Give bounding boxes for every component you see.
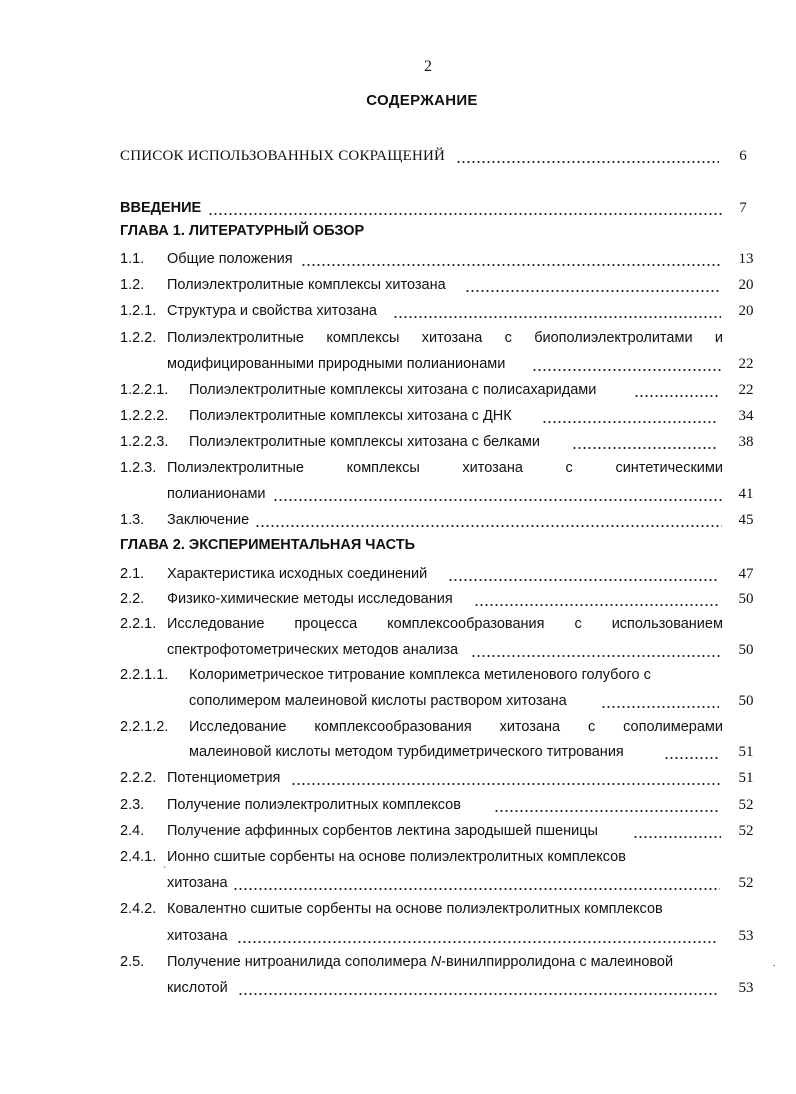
toc-entry-2-3[interactable] [0,794,796,816]
toc-entry-text: СПИСОК ИСПОЛЬЗОВАННЫХ СОКРАЩЕНИЙ [120,148,446,164]
toc-page-number: 52 [738,875,754,891]
toc-entry-1-2-2-2[interactable] [0,405,796,427]
toc-entry-number: 2.2.1. [120,616,157,632]
toc-entry-text: хитозана [167,875,228,891]
toc-entry-number: 2.2.1.1. [120,667,169,683]
toc-entry-1-3[interactable] [0,509,796,531]
toc-entry-number: 2.2.2. [120,770,157,786]
toc-entry-text: ВВЕДЕНИЕ [120,200,202,216]
toc-entry-number: 2.2.1.2. [120,719,169,735]
toc-entry-text: Полиэлектролитные комплексы хитозана с белками [189,434,540,450]
toc-entry-number: 1.2.2.1. [120,382,169,398]
toc-entry-1-2-2[interactable] [0,327,796,349]
toc-entry-2-2-1-2[interactable] [0,716,796,738]
toc-entry-number: 1.2.3. [120,460,157,476]
scan-mark: . [773,958,776,969]
scan-mark: ` [163,866,167,877]
toc-word: Исследование [167,616,265,632]
toc-entry-text [167,613,723,635]
toc-page-number: 50 [738,591,754,607]
toc-word: комплексы [346,460,420,476]
dot-leader [233,872,720,894]
toc-entry-number: 1.3. [120,512,145,528]
dot-leader [238,977,718,999]
toc-entry-2-5[interactable] [0,951,796,973]
dot-leader [448,563,718,585]
toc-entry-text: Характеристика исходных соединений [167,566,428,582]
toc-entry-text [167,951,673,973]
toc-entry-number: 2.3. [120,797,145,813]
toc-word: сополимерами [623,719,723,735]
toc-entry-number: 1.2.2.2. [120,408,169,424]
toc-entry-2-4-2[interactable] [0,898,796,920]
dot-leader [572,431,718,453]
toc-entry-text: Потенциометрия [167,770,281,786]
toc-entry-text [189,716,723,738]
dot-leader [664,741,720,763]
toc-text-italic: N [430,954,442,970]
dot-leader [237,925,718,947]
toc-word: хитозана [462,460,523,476]
toc-word: биополиэлектролитами [534,330,693,346]
toc-entry-2-2-2[interactable] [0,767,796,789]
toc-word: Полиэлектролитные [167,460,304,476]
dot-leader [255,509,722,531]
toc-entry-text: Получение полиэлектролитных комплексов [167,797,461,813]
toc-page-number: 51 [738,770,754,786]
toc-entry-introduction[interactable] [0,197,796,219]
toc-page-number: 53 [738,928,754,944]
toc-entry-text: Структура и свойства хитозана [167,303,377,319]
toc-word: комплексообразования [387,616,545,632]
toc-entry-text: Получение аффинных сорбентов лектина зародышей пшеницы [167,823,598,839]
toc-word: Полиэлектролитные [167,330,304,346]
toc-entry-text: малеиновой кислоты методом турбидиметрического титрования [189,744,624,760]
toc-page-number: 38 [738,434,754,450]
toc-word: с [565,460,573,476]
toc-page-number: 6 [739,148,747,164]
toc-word: процесса [294,616,358,632]
toc-page-number: 20 [738,303,754,319]
dot-leader [471,639,721,661]
toc-entry-number: 2.5. [120,954,145,970]
toc-entry-2-4-1-continued[interactable] [0,872,796,894]
toc-text-part: -винилпирролидона с малеиновой [441,954,674,970]
toc-entry-text: сополимером малеиновой кислоты раствором хитозана [189,693,567,709]
toc-word: с [587,719,596,735]
toc-entry-text: Полиэлектролитные комплексы хитозана [167,277,446,293]
toc-page-number: 45 [738,512,754,528]
toc-entry-2-2-1[interactable] [0,613,796,635]
toc-entry-1-2-1[interactable] [0,300,796,322]
page-title: СОДЕРЖАНИЕ [366,92,478,109]
toc-entry-text: Полиэлектролитные комплексы хитозана с полисахаридами [189,382,597,398]
toc-page-number: 53 [738,980,754,996]
toc-entry-number: 1.2.1. [120,303,157,319]
toc-entry-text: кислотой [167,980,228,996]
toc-entry-2-2-1-1-continued[interactable] [0,690,796,712]
toc-entry-1-2-3[interactable] [0,457,796,479]
toc-entry-2-4-1[interactable] [0,846,796,868]
dot-leader [532,353,722,375]
dot-leader [542,405,718,427]
toc-page-number: 7 [739,200,747,216]
toc-entry-1-1[interactable] [0,248,796,270]
toc-page-number: 51 [738,744,754,760]
dot-leader [633,820,721,842]
toc-entry-text: Заключение [167,512,250,528]
toc-page-number: 13 [738,251,754,267]
toc-word: хитозана [499,719,561,735]
toc-entry-number: 2.1. [120,566,145,582]
toc-entry-number: 2.2. [120,591,145,607]
toc-entry-text: Физико-химические методы исследования [167,591,453,607]
dot-leader [494,794,720,816]
toc-word: использованием [611,616,723,632]
chapter-2-heading[interactable]: ГЛАВА 2. ЭКСПЕРИМЕНТАЛЬНАЯ ЧАСТЬ [120,537,415,553]
dot-leader [393,300,721,322]
toc-entry-number: 2.4.1. [120,849,157,865]
toc-entry-number: 2.4. [120,823,145,839]
toc-entry-number: 1.2. [120,277,145,293]
dot-leader [601,690,719,712]
toc-entry-text [167,457,723,479]
toc-entry-text [167,327,723,349]
dot-leader [474,588,718,610]
toc-text-part: Получение нитроанилида сополимера [167,954,431,970]
toc-entry-number: 1.2.2.3. [120,434,169,450]
toc-entry-number: 2.4.2. [120,901,157,917]
dot-leader [634,379,720,401]
toc-entry-2-4[interactable] [0,820,796,842]
toc-entry-2-5-continued[interactable] [0,977,796,999]
toc-page-number: 41 [738,486,754,502]
dot-leader [456,145,719,167]
toc-entry-1-2-2-1[interactable] [0,379,796,401]
dot-leader [465,274,721,296]
toc-entry-text: полианионами [167,486,266,502]
toc-word: Исследование [189,719,287,735]
toc-page-number: 22 [738,356,754,372]
toc-page-number: 47 [738,566,754,582]
toc-word: комплексы [326,330,400,346]
toc-entry-text: спектрофотометрических методов анализа [167,642,459,658]
dot-leader [208,197,722,219]
toc-entry-number: 1.2.2. [120,330,157,346]
toc-word: синтетическими [615,460,723,476]
toc-entry-text: Общие положения [167,251,293,267]
toc-word: хитозана [421,330,483,346]
toc-entry-2-1[interactable] [0,563,796,585]
chapter-1-heading[interactable]: ГЛАВА 1. ЛИТЕРАТУРНЫЙ ОБЗОР [120,223,365,239]
toc-entry-text: Полиэлектролитные комплексы хитозана с ДНК [189,408,512,424]
toc-word: с [504,330,512,346]
toc-page-number: 22 [738,382,754,398]
toc-entry-2-2-1-1[interactable] [0,664,796,686]
dot-leader [273,483,722,505]
toc-entry-text: хитозана [167,928,228,944]
page-number: 2 [424,58,432,75]
toc-entry-1-2-3-continued[interactable] [0,483,796,505]
toc-entry-2-4-2-continued[interactable] [0,925,796,947]
toc-page-number: 34 [738,408,754,424]
toc-entry-text: Колориметрическое титрование комплекса метиленового голубого с [189,667,651,683]
toc-entry-text: модифицированными природными полианионами [167,356,506,372]
dot-leader [291,767,722,789]
toc-page-number: 52 [738,797,754,813]
toc-entry-1-2[interactable] [0,274,796,296]
toc-page-number: 50 [738,642,754,658]
toc-entry-2-2-1-2-continued[interactable] [0,741,796,763]
toc-word: с [574,616,582,632]
toc-entry-1-2-2-3[interactable] [0,431,796,453]
toc-entry-text: Ионно сшитые сорбенты на основе полиэлектролитных комплексов [167,849,626,865]
toc-page-number: 20 [738,277,754,293]
toc-page-number: 50 [738,693,754,709]
dot-leader [301,248,721,270]
toc-entry-number: 1.1. [120,251,145,267]
toc-word: и [714,330,723,346]
toc-entry-1-2-2-continued[interactable] [0,353,796,375]
toc-page-number: 52 [738,823,754,839]
toc-entry-2-2-1-continued[interactable] [0,639,796,661]
toc-entry-abbreviations[interactable] [0,145,796,167]
toc-entry-text: Ковалентно сшитые сорбенты на основе полиэлектролитных комплексов [167,901,663,917]
toc-word: комплексообразования [314,719,472,735]
toc-entry-2-2[interactable] [0,588,796,610]
